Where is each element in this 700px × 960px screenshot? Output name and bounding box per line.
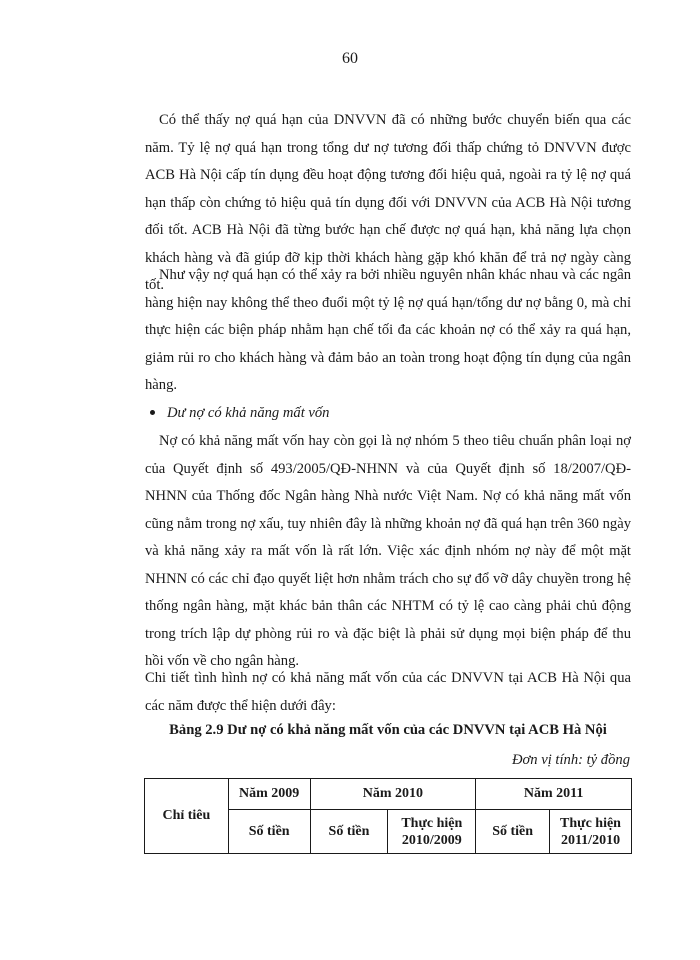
header-amount-2011: Số tiền [476, 810, 550, 854]
header-year-2011: Năm 2011 [476, 779, 632, 810]
header-indicator: Chỉ tiêu [145, 779, 229, 854]
paragraph-table-intro: Chi tiết tình hình nợ có khả năng mất vốn của các DNVVN tại ACB Hà Nội qua các năm được thể hiện dưới đây: [145, 670, 631, 714]
header-amount-2009: Số tiền [228, 810, 310, 854]
table-title: Bảng 2.9 Dư nợ có khả năng mất vốn của các DNVVN tại ACB Hà Nội [169, 722, 607, 738]
bullet-heading-text: Dư nợ có khả năng mất vốn [167, 405, 330, 421]
table-header-row [145, 779, 632, 810]
bullet-icon [150, 410, 155, 415]
bullet-heading [145, 400, 329, 428]
paragraph-overdue-debt-trend: Có thể thấy nợ quá hạn của DNVVN đã có những bước chuyển biến qua các năm. Tỷ lệ nợ quá hạn trong tổng dư nợ tương đối thấp chứng tỏ DNVVN được ACB Hà Nội cấp tín dụng đều hoạt động tương đối hiệu quả, ngoài ra tỷ lệ nợ quá hạn thấp còn chứng tỏ hiệu quả tín dụng đối với DNVVN của ACB Hà Nội tương đối tốt. ACB Hà Nội đã từng bước hạn chế được nợ quá hạn, khả năng lựa chọn khách hàng và đã giúp đỡ kịp thời khách hàng gặp khó khăn để trả nợ ngày càng tốt. [145, 112, 631, 293]
header-year-2010: Năm 2010 [310, 779, 476, 810]
paragraph-overdue-debt-causes: Như vậy nợ quá hạn có thể xảy ra bởi nhiều nguyên nhân khác nhau và các ngân hàng hiện nay không thể theo đuổi một tỷ lệ nợ quá hạn/tổng dư nợ bằng 0, mà chỉ thực hiện các biện pháp nhằm hạn chế tối đa các khoản nợ có thể xảy ra quá hạn, giảm rủi ro cho khách hàng và đảm bảo an toàn trong hoạt động tín dụng của ngân hàng. [145, 267, 631, 393]
header-amount-2010: Số tiền [310, 810, 388, 854]
table-unit: Đơn vị tính: tỷ đồng [511, 752, 630, 768]
header-perf-2011: Thực hiện 2011/2010 [550, 810, 632, 854]
loss-debt-table [144, 778, 632, 854]
paragraph-loss-debt-definition: Nợ có khả năng mất vốn hay còn gọi là nợ nhóm 5 theo tiêu chuẩn phân loại nợ của Quyết định số 493/2005/QĐ-NHNN và của Quyết định số 18/2007/QĐ-NHNN của Thống đốc Ngân hàng Nhà nước Việt Nam. Nợ có khả năng mất vốn cũng nằm trong nợ xấu, tuy nhiên đây là những khoản nợ đã quá hạn trên 360 ngày và khả năng xảy ra mất vốn là rất lớn. Việc xác định nhóm nợ này để một mặt NHNN có các chỉ đạo quyết liệt hơn nhằm trách cho sự đổ vỡ dây chuyền trong hệ thống ngân hàng, mặt khác bản thân các NHTM có tỷ lệ cao càng phải chủ động trong trích lập dự phòng rủi ro và đặc biệt là phải sử dụng mọi biện pháp để thu hồi vốn về cho ngân hàng. [145, 433, 631, 669]
header-year-2009: Năm 2009 [228, 779, 310, 810]
page-number: 60 [342, 50, 358, 67]
header-perf-2010: Thực hiện 2010/2009 [388, 810, 476, 854]
